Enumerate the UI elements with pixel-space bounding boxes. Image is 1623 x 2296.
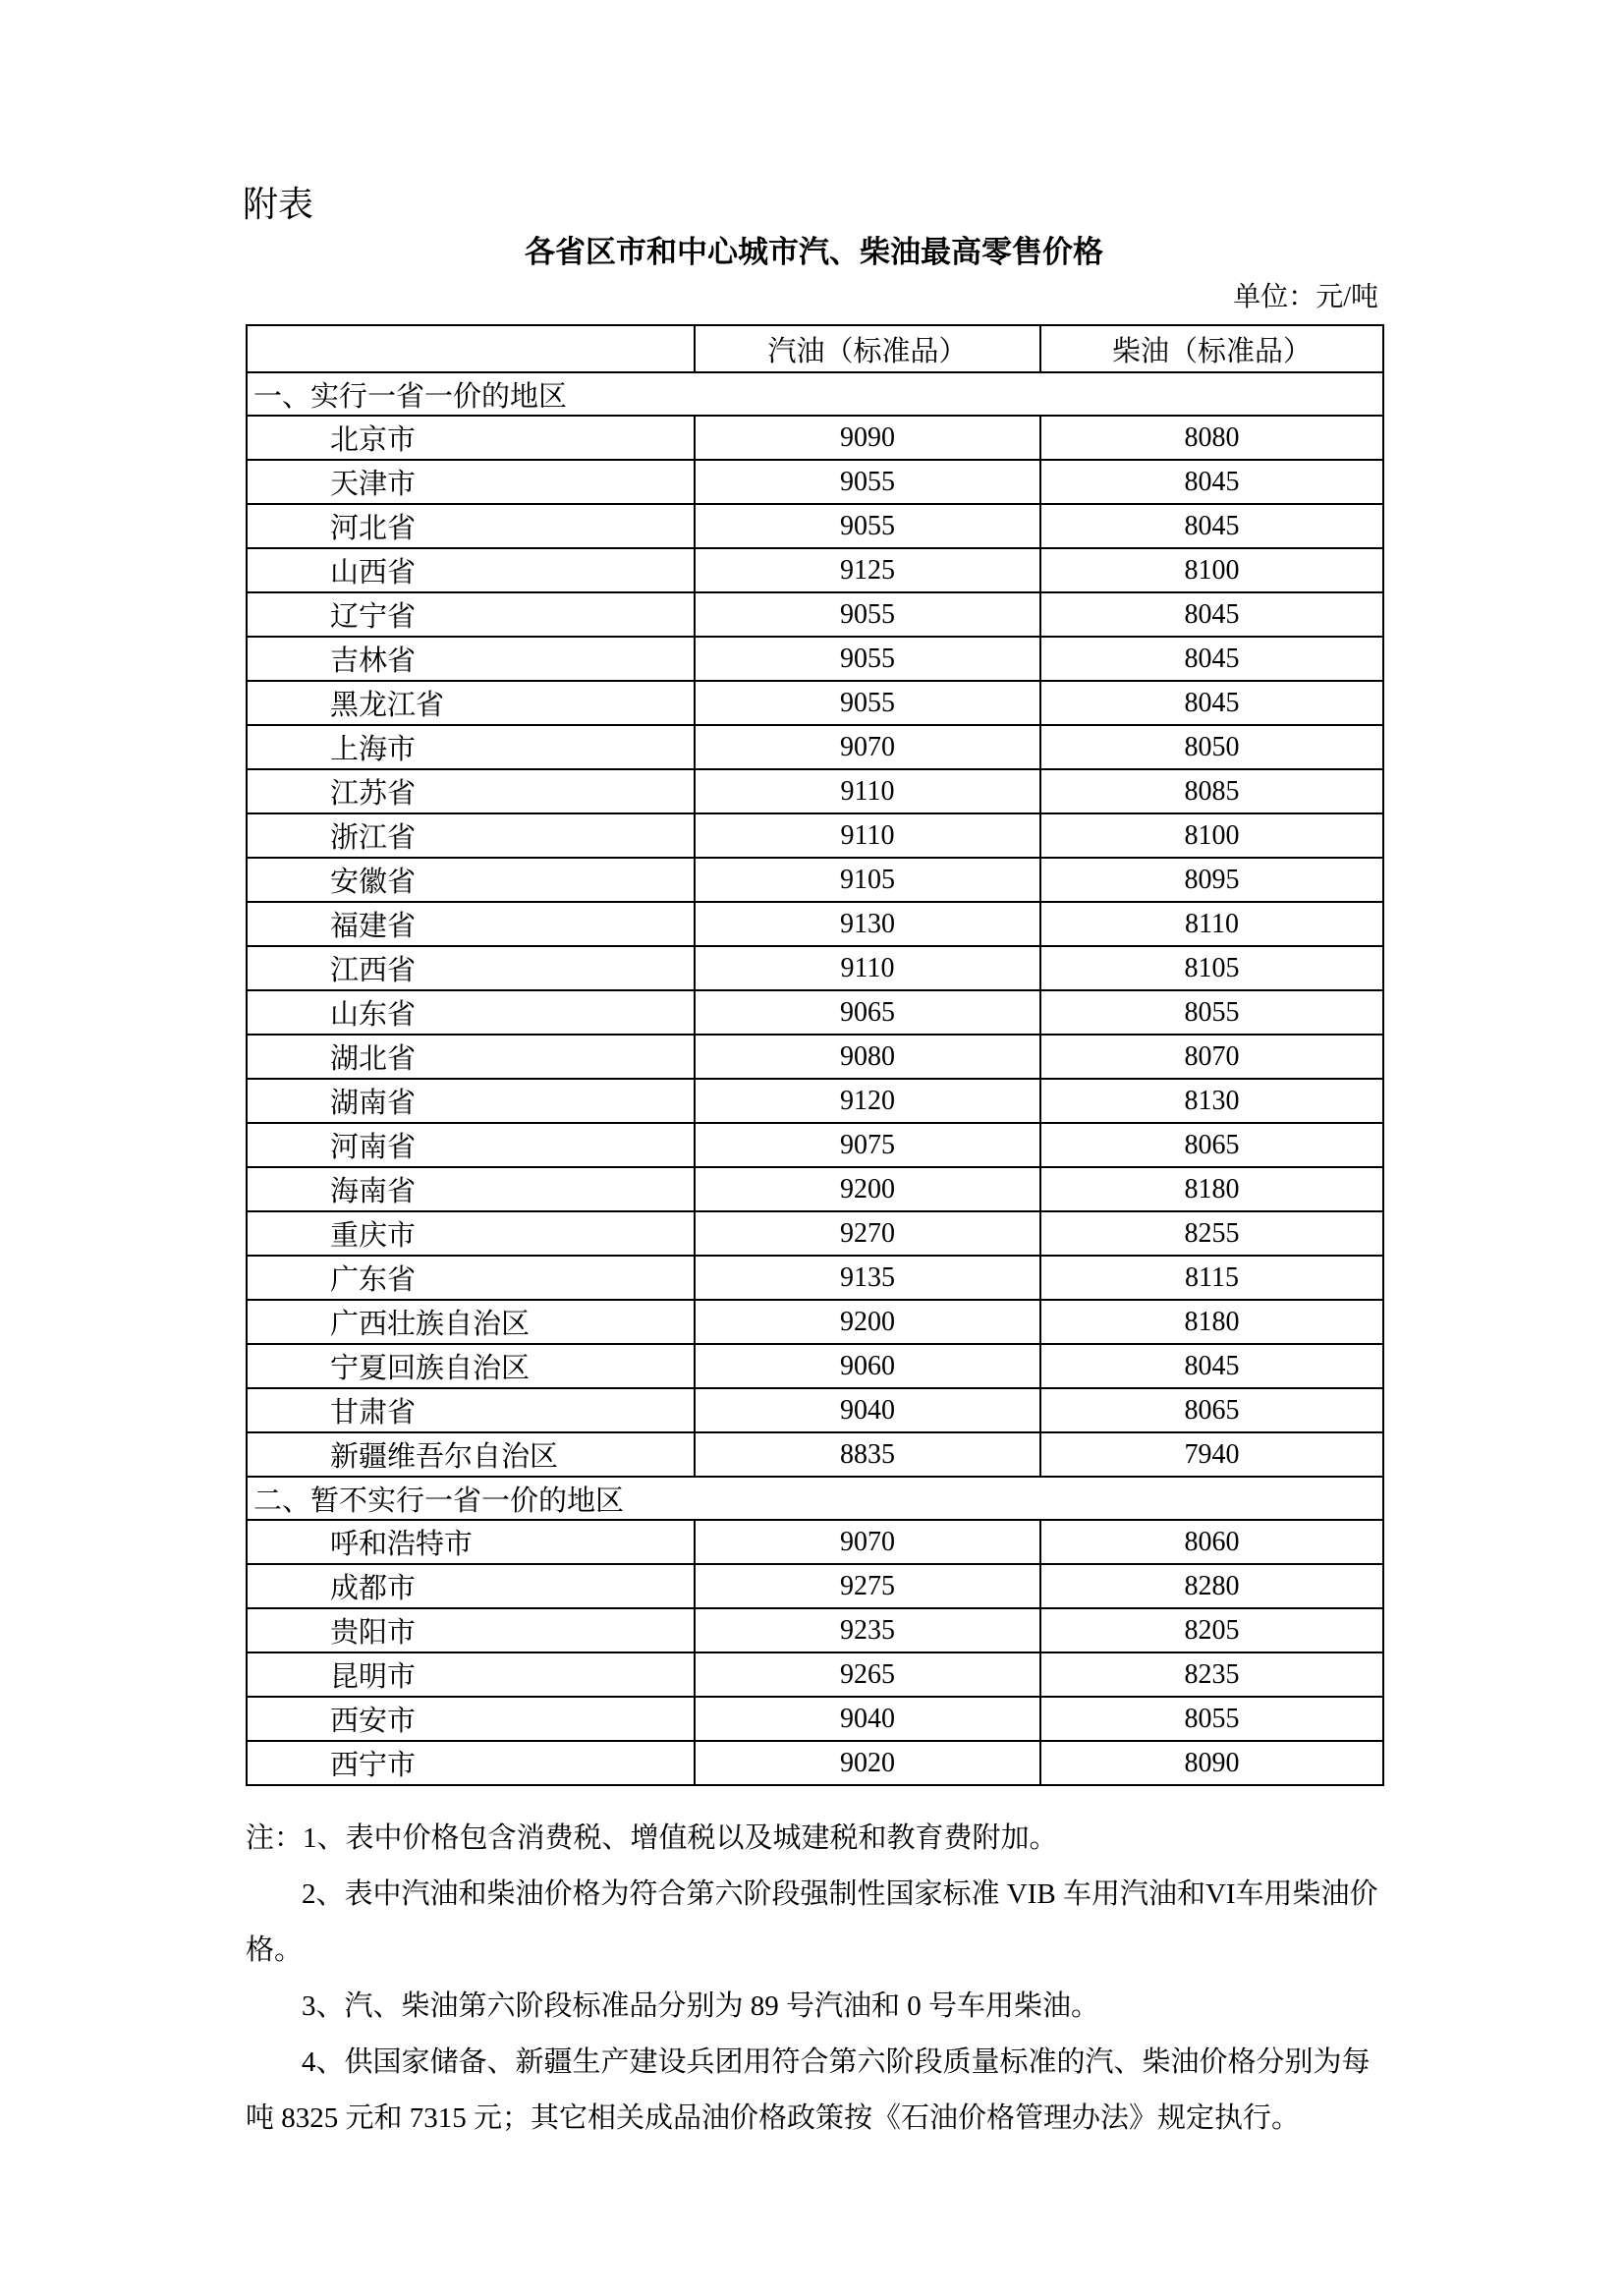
diesel-price-cell: 8105 [1040, 946, 1383, 990]
table-row [247, 504, 1383, 548]
diesel-price-cell: 8100 [1040, 548, 1383, 592]
gasoline-price-cell: 9055 [695, 592, 1040, 637]
note-line: 2、表中汽油和柴油价格为符合第六阶段强制性国家标准 VIB 车用汽油和VI车用柴油价 [302, 1878, 1378, 1910]
diesel-price-cell: 8180 [1040, 1167, 1383, 1211]
table-row [247, 548, 1383, 592]
region-cell: 河北省 [247, 504, 695, 548]
region-cell: 西宁市 [247, 1741, 695, 1785]
diesel-price-cell: 8100 [1040, 813, 1383, 858]
region-cell: 宁夏回族自治区 [247, 1344, 695, 1388]
diesel-price-cell: 8070 [1040, 1035, 1383, 1079]
diesel-price-cell: 8235 [1040, 1652, 1383, 1697]
diesel-price-cell: 8065 [1040, 1123, 1383, 1167]
region-cell: 北京市 [247, 416, 695, 460]
gasoline-price-cell: 9070 [695, 725, 1040, 769]
diesel-price-cell: 8045 [1040, 637, 1383, 681]
gasoline-price-cell: 9130 [695, 902, 1040, 946]
diesel-price-cell: 8090 [1040, 1741, 1383, 1785]
table-row [247, 1123, 1383, 1167]
region-cell: 贵阳市 [247, 1608, 695, 1652]
note-line: 吨 8325 元和 7315 元；其它相关成品油价格政策按《石油价格管理办法》规定执行。 [246, 2102, 1301, 2134]
gasoline-price-cell: 9090 [695, 416, 1040, 460]
region-cell: 山东省 [247, 990, 695, 1035]
diesel-price-cell: 8045 [1040, 592, 1383, 637]
table-row [247, 1741, 1383, 1785]
gasoline-price-cell: 9270 [695, 1211, 1040, 1256]
region-cell: 天津市 [247, 460, 695, 504]
gasoline-price-cell: 9200 [695, 1300, 1040, 1344]
section-heading: 一、实行一省一价的地区 [247, 372, 1383, 416]
notes-block [246, 1811, 1444, 2147]
diesel-price-cell: 8205 [1040, 1608, 1383, 1652]
region-column-header [247, 325, 695, 372]
region-cell: 福建省 [247, 902, 695, 946]
diesel-price-cell: 8045 [1040, 460, 1383, 504]
gasoline-price-cell: 9120 [695, 1079, 1040, 1123]
table-row [247, 637, 1383, 681]
gasoline-price-cell: 9110 [695, 813, 1040, 858]
gasoline-price-cell: 9065 [695, 990, 1040, 1035]
gasoline-price-cell: 9110 [695, 946, 1040, 990]
table-row [247, 858, 1383, 902]
region-cell: 成都市 [247, 1564, 695, 1608]
diesel-price-cell: 8115 [1040, 1256, 1383, 1300]
gasoline-price-cell: 9105 [695, 858, 1040, 902]
region-cell: 广西壮族自治区 [247, 1300, 695, 1344]
appendix-label: 附表 [243, 185, 314, 224]
region-cell: 重庆市 [247, 1211, 695, 1256]
region-cell: 黑龙江省 [247, 681, 695, 725]
gasoline-price-cell: 9080 [695, 1035, 1040, 1079]
gasoline-price-cell: 9060 [695, 1344, 1040, 1388]
gasoline-price-cell: 9265 [695, 1652, 1040, 1697]
region-cell: 西安市 [247, 1697, 695, 1741]
table-row [247, 1167, 1383, 1211]
table-row [247, 1520, 1383, 1564]
diesel-price-cell: 8055 [1040, 1697, 1383, 1741]
diesel-price-cell: 8045 [1040, 1344, 1383, 1388]
gasoline-price-cell: 9040 [695, 1388, 1040, 1432]
table-row [247, 1652, 1383, 1697]
gasoline-price-cell: 9275 [695, 1564, 1040, 1608]
diesel-price-cell: 7940 [1040, 1432, 1383, 1477]
gasoline-price-cell: 8835 [695, 1432, 1040, 1477]
region-cell: 湖南省 [247, 1079, 695, 1123]
gasoline-column-header: 汽油（标准品） [695, 325, 1040, 372]
diesel-price-cell: 8110 [1040, 902, 1383, 946]
diesel-price-cell: 8280 [1040, 1564, 1383, 1608]
table-row [247, 416, 1383, 460]
region-cell: 吉林省 [247, 637, 695, 681]
note-line: 3、汽、柴油第六阶段标准品分别为 89 号汽油和 0 号车用柴油。 [302, 1990, 1100, 2022]
region-cell: 江西省 [247, 946, 695, 990]
table-row [247, 1079, 1383, 1123]
note-line: 注：1、表中价格包含消费税、增值税以及城建税和教育费附加。 [246, 1822, 1058, 1854]
table-row [247, 1211, 1383, 1256]
diesel-price-cell: 8080 [1040, 416, 1383, 460]
region-cell: 广东省 [247, 1256, 695, 1300]
section-header-row [247, 372, 1383, 416]
table-row [247, 946, 1383, 990]
table-row [247, 592, 1383, 637]
gasoline-price-cell: 9235 [695, 1608, 1040, 1652]
diesel-price-cell: 8095 [1040, 858, 1383, 902]
diesel-price-cell: 8085 [1040, 769, 1383, 813]
section-heading: 二、暂不实行一省一价的地区 [247, 1477, 1383, 1520]
table-row [247, 1432, 1383, 1477]
gasoline-price-cell: 9125 [695, 548, 1040, 592]
region-cell: 浙江省 [247, 813, 695, 858]
table-row [247, 813, 1383, 858]
diesel-price-cell: 8060 [1040, 1520, 1383, 1564]
diesel-price-cell: 8255 [1040, 1211, 1383, 1256]
gasoline-price-cell: 9070 [695, 1520, 1040, 1564]
table-row [247, 460, 1383, 504]
gasoline-price-cell: 9200 [695, 1167, 1040, 1211]
table-row [247, 681, 1383, 725]
price-table [246, 324, 1384, 1786]
table-row [247, 1300, 1383, 1344]
diesel-price-cell: 8180 [1040, 1300, 1383, 1344]
diesel-price-cell: 8045 [1040, 681, 1383, 725]
diesel-price-cell: 8050 [1040, 725, 1383, 769]
diesel-price-cell: 8045 [1040, 504, 1383, 548]
table-row [247, 1608, 1383, 1652]
gasoline-price-cell: 9020 [695, 1741, 1040, 1785]
gasoline-price-cell: 9040 [695, 1697, 1040, 1741]
table-row [247, 769, 1383, 813]
table-row [247, 1256, 1383, 1300]
gasoline-price-cell: 9110 [695, 769, 1040, 813]
section-header-row [247, 1477, 1383, 1520]
region-cell: 安徽省 [247, 858, 695, 902]
region-cell: 甘肃省 [247, 1388, 695, 1432]
gasoline-price-cell: 9055 [695, 637, 1040, 681]
region-cell: 江苏省 [247, 769, 695, 813]
region-cell: 海南省 [247, 1167, 695, 1211]
note-line: 格。 [246, 1934, 304, 1966]
diesel-price-cell: 8130 [1040, 1079, 1383, 1123]
region-cell: 呼和浩特市 [247, 1520, 695, 1564]
document-title: 各省区市和中心城市汽、柴油最高零售价格 [525, 235, 1103, 269]
region-cell: 昆明市 [247, 1652, 695, 1697]
table-row [247, 1697, 1383, 1741]
gasoline-price-cell: 9055 [695, 504, 1040, 548]
region-cell: 上海市 [247, 725, 695, 769]
diesel-price-cell: 8065 [1040, 1388, 1383, 1432]
region-cell: 辽宁省 [247, 592, 695, 637]
table-header-row [247, 325, 1383, 372]
table-row [247, 725, 1383, 769]
gasoline-price-cell: 9055 [695, 460, 1040, 504]
diesel-column-header: 柴油（标准品） [1040, 325, 1383, 372]
table-row [247, 1388, 1383, 1432]
gasoline-price-cell: 9055 [695, 681, 1040, 725]
table-row [247, 990, 1383, 1035]
table-row [247, 1344, 1383, 1388]
region-cell: 河南省 [247, 1123, 695, 1167]
gasoline-price-cell: 9135 [695, 1256, 1040, 1300]
unit-label: 单位：元/吨 [1233, 282, 1378, 312]
note-line: 4、供国家储备、新疆生产建设兵团用符合第六阶段质量标准的汽、柴油价格分别为每 [302, 2046, 1371, 2078]
gasoline-price-cell: 9075 [695, 1123, 1040, 1167]
table-row [247, 902, 1383, 946]
region-cell: 湖北省 [247, 1035, 695, 1079]
region-cell: 山西省 [247, 548, 695, 592]
diesel-price-cell: 8055 [1040, 990, 1383, 1035]
region-cell: 新疆维吾尔自治区 [247, 1432, 695, 1477]
table-row [247, 1564, 1383, 1608]
table-row [247, 1035, 1383, 1079]
